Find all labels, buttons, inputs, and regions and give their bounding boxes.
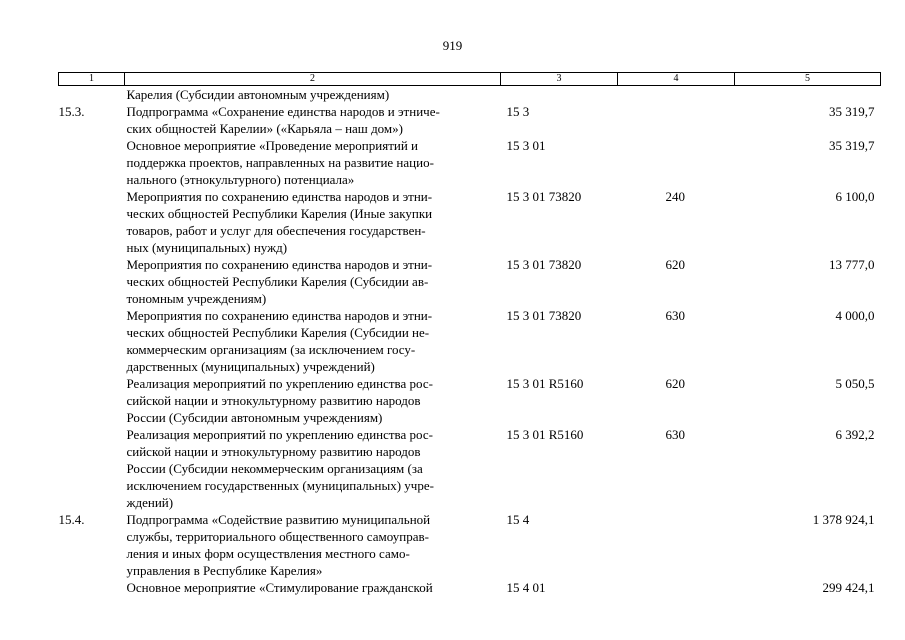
row-amount: 5 050,5 xyxy=(835,376,875,391)
table-body xyxy=(59,86,881,597)
row-name-line: Подпрограмма «Сохранение единства народов и этниче- xyxy=(126,104,440,119)
row-name-line: исключением государственных (муниципальных) учре- xyxy=(126,478,434,493)
row-amount: 1 378 924,1 xyxy=(812,512,875,527)
header-col-4: 4 xyxy=(618,73,735,86)
table-row xyxy=(59,188,881,256)
row-code: 15 3 01 73820 xyxy=(506,189,582,204)
row-name-line: России (Субсидии некоммерческим организациям (за xyxy=(126,461,423,476)
row-number xyxy=(59,307,125,375)
row-name-line: товаров, работ и услуг для обеспечения государствен- xyxy=(126,223,426,238)
row-expense-type: 630 xyxy=(665,427,685,442)
row-code: 15 4 01 xyxy=(506,580,546,595)
table-row xyxy=(59,426,881,511)
row-expense-type xyxy=(618,579,735,596)
table-row xyxy=(59,137,881,188)
row-code: 15 3 01 R5160 xyxy=(506,427,584,442)
row-name xyxy=(125,103,501,137)
row-name-line: тономным учреждениям) xyxy=(126,291,267,306)
row-number xyxy=(59,579,125,596)
row-name-line: сийской нации и этнокультурному развитию народов xyxy=(126,444,421,459)
row-code: 15 3 01 xyxy=(506,138,546,153)
row-number xyxy=(59,86,125,104)
row-name-line: Реализация мероприятий по укреплению единства рос- xyxy=(126,376,433,391)
row-name-line: ческих общностей Республики Карелия (Иные закупки xyxy=(126,206,433,221)
row-name xyxy=(125,426,501,511)
row-expense-type xyxy=(618,86,735,104)
page-number: 919 xyxy=(442,38,463,53)
row-name xyxy=(125,86,501,104)
row-name-line: России (Субсидии автономным учреждениям) xyxy=(126,410,383,425)
row-amount: 6 100,0 xyxy=(835,189,875,204)
row-name-line: Подпрограмма «Содействие развитию муниципальной xyxy=(126,512,431,527)
row-amount: 6 392,2 xyxy=(835,427,875,442)
row-name-line: Основное мероприятие «Стимулирование гражданской xyxy=(126,580,433,595)
row-expense-type xyxy=(618,137,735,188)
row-name-line: ческих общностей Республики Карелия (Субсидии ав- xyxy=(126,274,429,289)
row-expense-type: 240 xyxy=(665,189,685,204)
row-code: 15 3 01 73820 xyxy=(506,308,582,323)
row-code: 15 4 xyxy=(506,512,530,527)
row-amount: 35 319,7 xyxy=(829,104,875,119)
row-name-line: Реализация мероприятий по укреплению единства рос- xyxy=(126,427,433,442)
table-row xyxy=(59,579,881,596)
row-name-line: службы, территориального общественного самоуправ- xyxy=(126,529,429,544)
row-number: 15.4. xyxy=(58,512,85,527)
row-name xyxy=(125,137,501,188)
row-name-line: ческих общностей Республики Карелия (Субсидии не- xyxy=(126,325,430,340)
header-col-1: 1 xyxy=(59,73,125,86)
table-row xyxy=(59,511,881,579)
row-number xyxy=(59,375,125,426)
table-row xyxy=(59,86,881,104)
table-row xyxy=(59,256,881,307)
row-code: 15 3 01 R5160 xyxy=(506,376,584,391)
row-name-line: Мероприятия по сохранению единства народов и этни- xyxy=(126,257,433,272)
row-amount xyxy=(735,86,881,104)
table-row xyxy=(59,307,881,375)
header-col-5: 5 xyxy=(735,73,881,86)
row-name-line: управления в Республике Карелия» xyxy=(126,563,323,578)
row-expense-type xyxy=(618,103,735,137)
table-header xyxy=(59,73,881,86)
row-name-line: Мероприятия по сохранению единства народов и этни- xyxy=(126,308,433,323)
row-name xyxy=(125,307,501,375)
row-name xyxy=(125,188,501,256)
row-expense-type: 630 xyxy=(665,308,685,323)
row-name-line: коммерческим организациям (за исключением госу- xyxy=(126,342,416,357)
row-amount: 299 424,1 xyxy=(822,580,875,595)
row-name-line: ления и иных форм осуществления местного само- xyxy=(126,546,410,561)
table-row xyxy=(59,103,881,137)
row-name-line: поддержка проектов, направленных на развитие нацио- xyxy=(126,155,434,170)
row-name-line: Основное мероприятие «Проведение мероприятий и xyxy=(126,138,418,153)
row-name xyxy=(125,579,501,596)
row-number: 15.3. xyxy=(58,104,85,119)
row-name-line: ных (муниципальных) нужд) xyxy=(126,240,288,255)
row-code xyxy=(501,86,618,104)
row-name-line: сийской нации и этнокультурному развитию народов xyxy=(126,393,421,408)
row-expense-type: 620 xyxy=(665,376,685,391)
header-col-3: 3 xyxy=(501,73,618,86)
row-number xyxy=(59,188,125,256)
row-code: 15 3 xyxy=(506,104,530,119)
budget-table xyxy=(58,72,881,596)
row-name xyxy=(125,256,501,307)
row-expense-type: 620 xyxy=(665,257,685,272)
header-row xyxy=(59,73,881,86)
row-name xyxy=(125,375,501,426)
row-amount: 13 777,0 xyxy=(829,257,875,272)
row-amount: 4 000,0 xyxy=(835,308,875,323)
row-name-line: Карелия (Субсидии автономным учреждениям) xyxy=(126,87,390,102)
row-name xyxy=(125,511,501,579)
row-name-line: дарственных (муниципальных) учреждений) xyxy=(126,359,375,374)
header-col-2: 2 xyxy=(125,73,501,86)
row-name-line: ских общностей Карелии» («Карьяла – наш дом») xyxy=(126,121,403,136)
row-expense-type xyxy=(618,511,735,579)
row-number xyxy=(59,256,125,307)
row-number xyxy=(59,426,125,511)
row-name-line: ждений) xyxy=(126,495,174,510)
table-row xyxy=(59,375,881,426)
row-name-line: нального (этнокультурного) потенциала» xyxy=(126,172,355,187)
row-name-line: Мероприятия по сохранению единства народов и этни- xyxy=(126,189,433,204)
row-amount: 35 319,7 xyxy=(829,138,875,153)
row-number xyxy=(59,137,125,188)
row-code: 15 3 01 73820 xyxy=(506,257,582,272)
